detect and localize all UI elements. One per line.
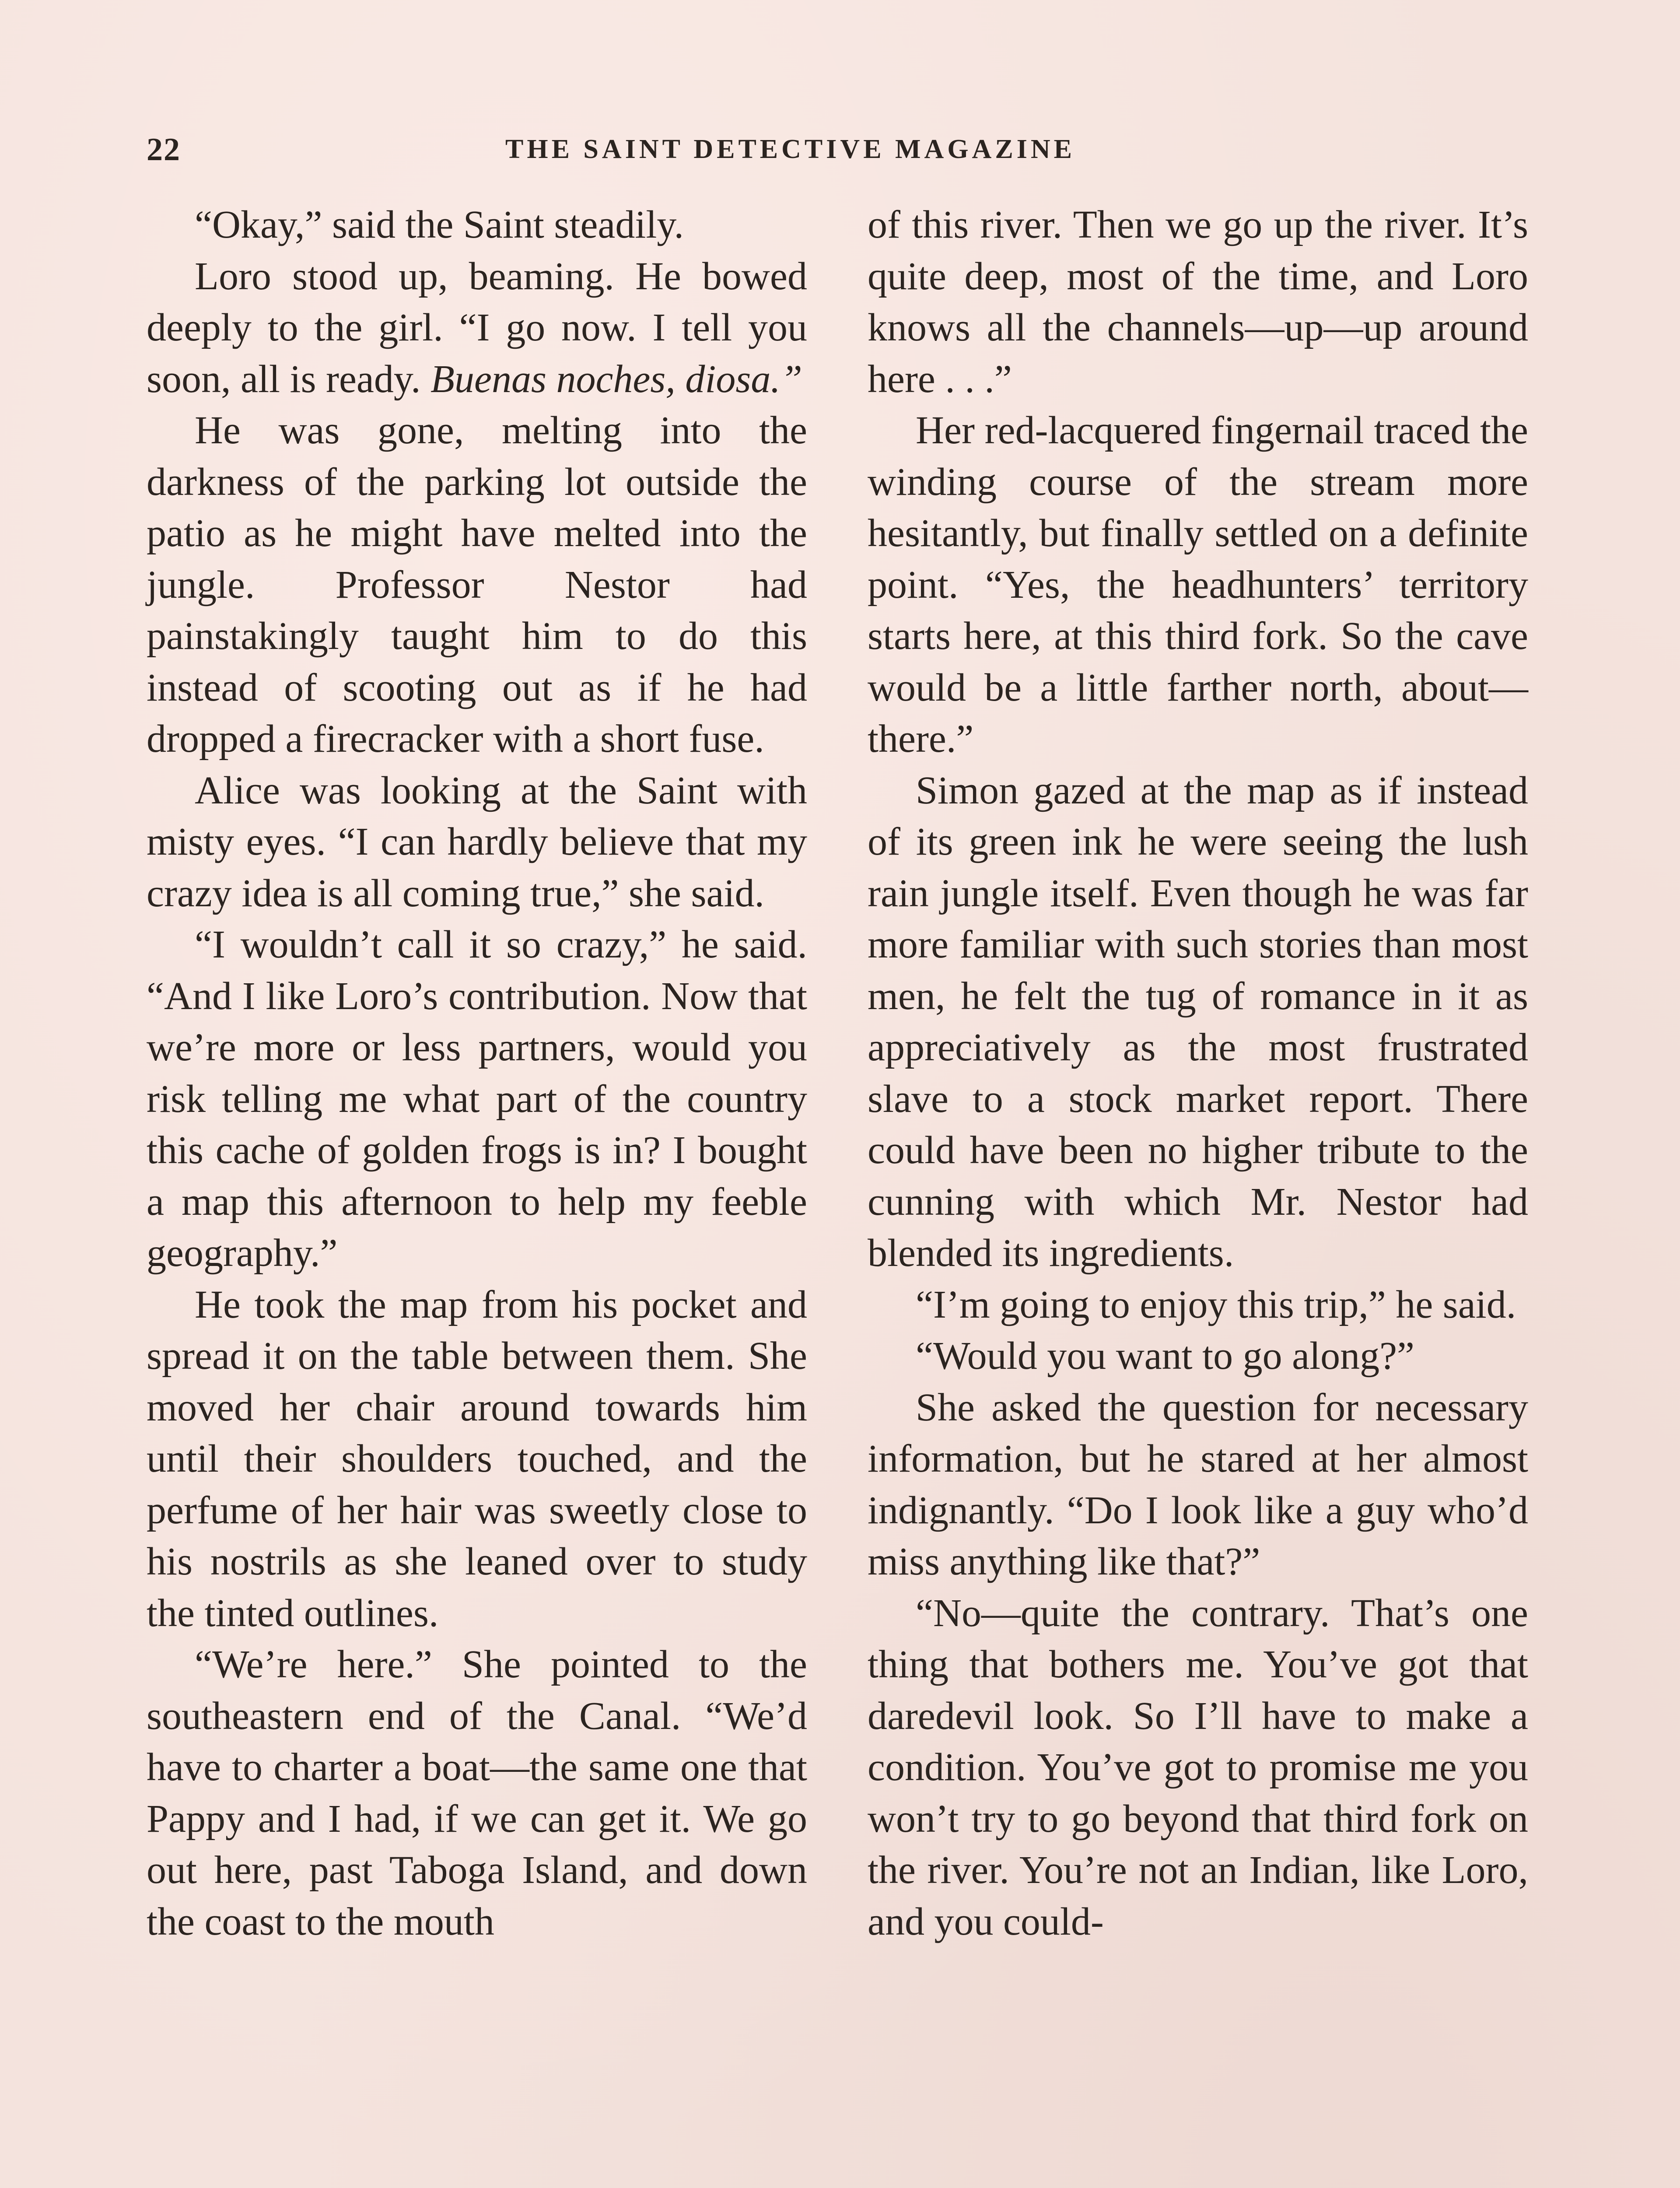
paragraph: He took the map from his pocket and spread it on the table between them. She moved her chair around towards him until their shoulders touched, and the perfume of her hair was sweetly close to his nostrils as she leaned over to study the tinted outlines.	[147, 1283, 807, 1635]
paragraph: “I’m going to enjoy this trip,” he said.	[916, 1283, 1516, 1326]
paragraph: Her red-lacquered fingernail traced the winding course of the stream more hesitantly, but finally settled on a definite point. “Yes, the headhunters’ territory starts here, at this third fork. So the cave would be a little farther north, about—there.”	[868, 409, 1528, 761]
running-head	[147, 131, 1542, 175]
paragraph: “Okay,” said the Saint steadily.	[195, 203, 684, 246]
paragraph-continued: of this river. Then we go up the river. It’s quite deep, most of the time, and Loro knows all the channels—up—up around here . . .”	[868, 203, 1528, 401]
right-column	[868, 199, 1528, 1947]
paragraph: He was gone, melting into the darkness of the parking lot outside the patio as he might have melted into the jungle. Professor Nestor had painstakingly taught him to do this instead of scooting out as if he had dropped a firecracker with a short fuse.	[147, 409, 807, 761]
paragraph: “Would you want to go along?”	[916, 1334, 1414, 1378]
paragraph: “I wouldn’t call it so crazy,” he said. “And I like Loro’s contribution. Now that we’re more or less partners, would you risk telling me what part of the country this cache of golden frogs is in? I bought a map this afternoon to help my feeble geography.”	[147, 923, 807, 1275]
paragraph: “No—quite the contrary. That’s one thing that bothers me. You’ve got that daredevil look. So I’ll have to make a condition. You’ve got to promise me you won’t try to go beyond that third fork on the river. You’re not an Indian, like Loro, and you could-	[868, 1591, 1528, 1943]
italic-phrase: Buenas noches, diosa.”	[430, 357, 802, 401]
paragraph-text: Loro stood up, beaming. He bowed deeply to the girl. “I go now. I tell you soon, all is ready.	[147, 254, 807, 401]
paragraph: She asked the question for necessary information, but he stared at her almost indignantly. “Do I look like a guy who’d miss anything like that?”	[868, 1385, 1528, 1583]
magazine-title: THE SAINT DETECTIVE MAGAZINE	[505, 134, 1075, 164]
left-column	[147, 199, 807, 1947]
paragraph: Simon gazed at the map as if instead of its green ink he were seeing the lush rain jungle itself. Even though he was far more familiar with such stories than most men, he felt the tug of romance in it as appreciatively as the most frustrated slave to a stock market report. There could have been no higher tribute to the cunning with which Mr. Nestor had blended its ingredients.	[868, 768, 1528, 1275]
paragraph	[147, 251, 807, 405]
page-number: 22	[147, 132, 181, 168]
paragraph: Alice was looking at the Saint with misty eyes. “I can hardly believe that my crazy idea is all coming true,” she said.	[147, 768, 807, 915]
paragraph: “We’re here.” She pointed to the southeastern end of the Canal. “We’d have to charter a boat—the same one that Pappy and I had, if we can get it. We go out here, past Taboga Island, and down the coast to the mouth	[147, 1643, 807, 1943]
